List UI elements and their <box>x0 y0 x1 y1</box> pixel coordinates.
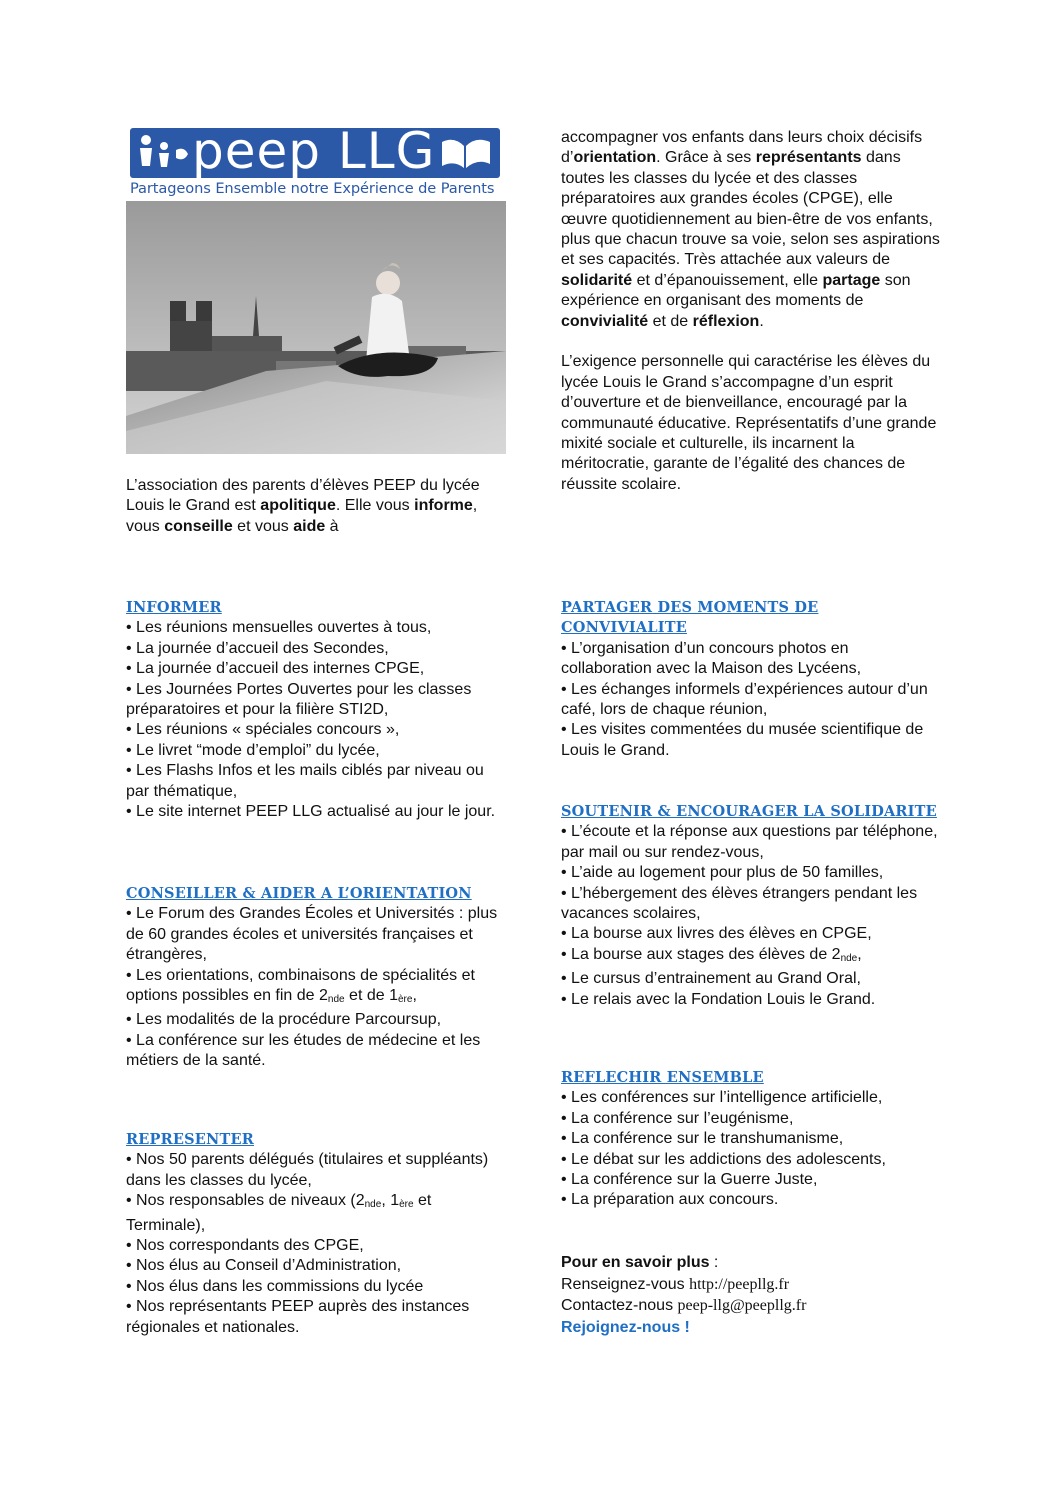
list-item: • Les échanges informels d’expériences autour d’un café, lors de chaque réunion, <box>561 680 928 719</box>
list-item: • Les Flashs Infos et les mails ciblés par niveau ou par thématique, <box>126 762 484 800</box>
list-item: • Le relais avec la Fondation Louis le Grand. <box>561 990 876 1008</box>
list-item: • L’aide au logement pour plus de 50 familles, <box>561 864 884 882</box>
section-heading: REFLECHIR ENSEMBLE <box>561 1069 764 1086</box>
rooftop-photo <box>126 201 506 454</box>
list-item: • La conférence sur la Guerre Juste, <box>561 1171 818 1189</box>
list-item: • Le débat sur les addictions des adolescents, <box>561 1150 886 1168</box>
list-item: • Le site internet PEEP LLG actualisé au jour le jour. <box>126 803 496 821</box>
list-item: • L’organisation d’un concours photos en collaboration avec la Maison des Lycéens, <box>561 639 862 678</box>
join-us-text: Rejoignez-nous ! <box>561 1318 690 1336</box>
section-reflechir <box>561 1068 941 1211</box>
list-item: • L’écoute et la réponse aux questions par téléphone, par mail ou sur rendez-vous, <box>561 823 938 861</box>
section-informer <box>126 598 506 822</box>
list-item: • Les visites commentées du musée scientifique de Louis le Grand. <box>561 721 924 759</box>
list-item: • Le Forum des Grandes Écoles et Universités : plus de 60 grandes écoles et universités françaises et étrangères, <box>126 905 498 964</box>
section-heading: PARTAGER DES MOMENTS DE CONVIVIALITE <box>561 599 819 637</box>
section-heading: REPRESENTER <box>126 1131 254 1148</box>
list-item: • La conférence sur le transhumanisme, <box>561 1130 844 1148</box>
contact-block: Pour en savoir plus : Renseignez-vous http://peepllg.fr Contactez-nous peep-llg@peepllg.fr Rejoignez-nous ! <box>561 1252 941 1338</box>
list-item: • La conférence sur les études de médecine et les métiers de la santé. <box>126 1031 481 1070</box>
list-item: • Les réunions mensuelles ouvertes à tous, <box>126 619 432 637</box>
list-item: • La préparation aux concours. <box>561 1191 779 1209</box>
section-heading: SOUTENIR & ENCOURAGER LA SOLIDARITE <box>561 803 937 820</box>
section-heading: CONSEILLER & AIDER A L’ORIENTATION <box>126 885 472 902</box>
list-item: • La conférence sur l’eugénisme, <box>561 1109 794 1127</box>
list-item: • Les Journées Portes Ouvertes pour les classes préparatoires et pour la filière STI2D, <box>126 680 472 719</box>
list-item: • La journée d’accueil des Secondes, <box>126 639 389 657</box>
list-item: • Nos élus dans les commissions du lycée <box>126 1277 424 1295</box>
section-soutenir <box>561 802 941 1010</box>
section-partager <box>561 598 941 761</box>
email-link[interactable]: peep-llg@peepllg.fr <box>677 1297 807 1314</box>
list-item: • L’hébergement des élèves étrangers pendant les vacances scolaires, <box>561 884 918 923</box>
contact-title: Pour en savoir plus <box>561 1254 710 1271</box>
list-item: • Nos élus au Conseil d’Administration, <box>126 1257 402 1275</box>
logo-text: peep LLG <box>192 122 436 180</box>
list-item: • La bourse aux livres des élèves en CPGE, <box>561 925 872 943</box>
intro-left: L’association des parents d’élèves PEEP du lycée Louis le Grand est apolitique. Elle vous informe, vous conseille et vous aide à <box>126 477 480 535</box>
list-item: • Les orientations, combinaisons de spécialités et options possibles en fin de $2_{nde}$ et de $1_{ère}$, <box>126 966 475 1006</box>
intro-right-paragraph-2: L’exigence personnelle qui caractérise les élèves du lycée Louis le Grand s’accompagne d’un esprit d’ouverture et de bienveillance, encouragé par la communauté éducative. Représentatifs d’une grande mixité sociale et culturelle, ils incarnent la méritocratie, garante de l’égalité des chances de réussite scolaire. <box>561 353 937 493</box>
list-item: • Le cursus d’entrainement au Grand Oral, <box>561 970 861 988</box>
list-item: • Le livret “mode d’emploi” du lycée, <box>126 741 380 759</box>
book-flag-icon <box>436 128 496 178</box>
section-representer <box>126 1130 506 1338</box>
list-item: • Les modalités de la procédure Parcoursup, <box>126 1011 442 1029</box>
list-item: • La bourse aux stages des élèves de $2_{nde}$, <box>561 945 862 964</box>
section-heading: INFORMER <box>126 599 222 616</box>
family-figures-icon <box>132 128 192 178</box>
list-item: • Nos responsables de niveaux ($2_{nde}$, $1_{ère}$ et Terminale), <box>126 1192 432 1234</box>
list-item: • Nos représentants PEEP auprès des instances régionales et nationales. <box>126 1298 470 1336</box>
peep-llg-logo <box>130 122 500 180</box>
list-item: • Nos 50 parents délégués (titulaires et suppléants) dans les classes du lycée, <box>126 1151 489 1189</box>
list-item: • La journée d’accueil des internes CPGE, <box>126 660 425 678</box>
list-item: • Les réunions « spéciales concours », <box>126 721 400 739</box>
section-conseiller <box>126 884 506 1072</box>
intro-right: accompagner vos enfants dans leurs choix décisifs d’orientation. Grâce à ses représentants dans toutes les classes du lycée et des classes préparatoires aux grandes écoles (CPGE), elle œuvre quotidiennement au bien-être de vos enfants, plus que chacun trouve sa voie, selon ses aspirations et ses capacités. Très attachée aux valeurs de solidarité et d’épanouissement, elle partage son expérience en organisant des moments de convivialité et de réflexion. L’exigence personnelle qui caractérise les élèves du lycée Louis le Grand s’accompagne d’un esprit d’ouverture et de bienveillance, encouragé par la communauté éducative. Représentatifs d’une grande mixité sociale et culturelle, ils incarnent la méritocratie, garante de l’égalité des chances de réussite scolaire. <box>561 128 941 495</box>
list-item: • Nos correspondants des CPGE, <box>126 1237 364 1255</box>
list-item: • Les conférences sur l’intelligence artificielle, <box>561 1089 883 1107</box>
logo-tagline: Partageons Ensemble notre Expérience de Parents <box>130 180 495 197</box>
website-link[interactable]: http://peepllg.fr <box>689 1275 790 1293</box>
